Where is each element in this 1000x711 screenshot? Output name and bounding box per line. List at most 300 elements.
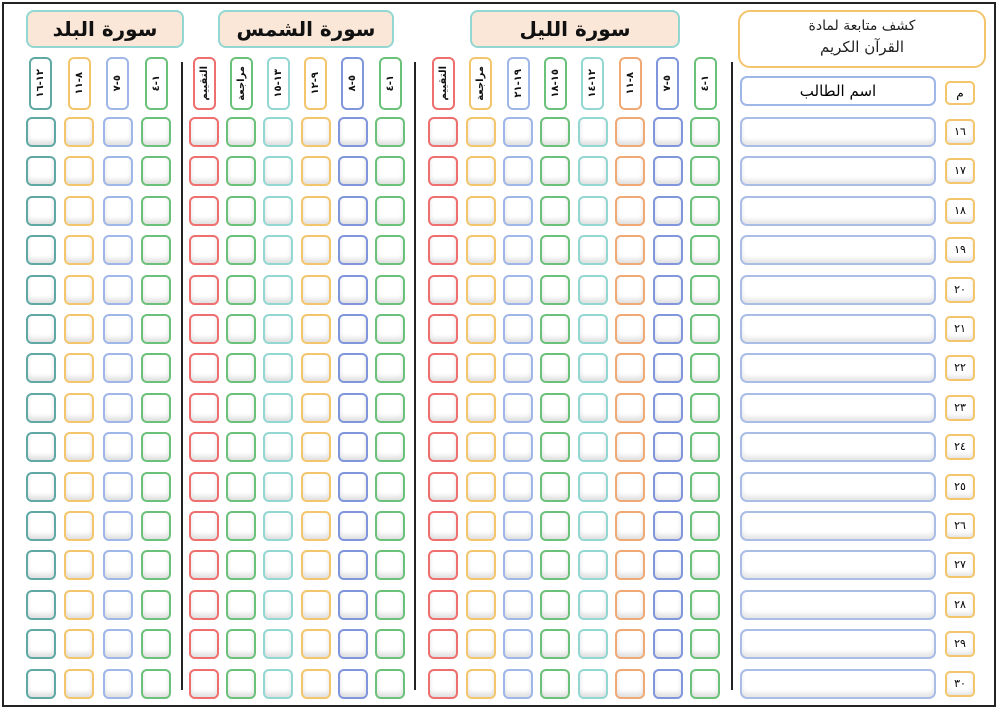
- tracking-checkbox[interactable]: [503, 196, 533, 226]
- student-number: ٢٤: [945, 434, 975, 460]
- tracking-checkbox[interactable]: [226, 314, 256, 344]
- tracking-checkbox[interactable]: [578, 353, 608, 383]
- tracking-checkbox[interactable]: [64, 353, 94, 383]
- tracking-checkbox[interactable]: [226, 629, 256, 659]
- tracking-checkbox[interactable]: [375, 629, 405, 659]
- tracking-checkbox[interactable]: [503, 353, 533, 383]
- tracking-checkbox[interactable]: [189, 432, 219, 462]
- tracking-checkbox[interactable]: [64, 669, 94, 699]
- tracking-checkbox[interactable]: [64, 275, 94, 305]
- tracking-checkbox[interactable]: [540, 472, 570, 502]
- tracking-checkbox[interactable]: [263, 117, 293, 147]
- tracking-checkbox[interactable]: [338, 550, 368, 580]
- tracking-checkbox[interactable]: [653, 353, 683, 383]
- tracking-checkbox[interactable]: [578, 472, 608, 502]
- tracking-checkbox[interactable]: [578, 275, 608, 305]
- tracking-checkbox[interactable]: [375, 196, 405, 226]
- tracking-checkbox[interactable]: [578, 196, 608, 226]
- tracking-checkbox[interactable]: [615, 511, 645, 541]
- tracking-checkbox[interactable]: [103, 511, 133, 541]
- column-header: [193, 57, 216, 110]
- tracking-checkbox[interactable]: [26, 432, 56, 462]
- tracking-checkbox[interactable]: [338, 393, 368, 423]
- tracking-checkbox[interactable]: [653, 275, 683, 305]
- tracking-checkbox[interactable]: [653, 511, 683, 541]
- tracking-checkbox[interactable]: [540, 117, 570, 147]
- tracking-checkbox[interactable]: [26, 393, 56, 423]
- tracking-checkbox[interactable]: [690, 590, 720, 620]
- tracking-checkbox[interactable]: [466, 629, 496, 659]
- tracking-checkbox[interactable]: [503, 629, 533, 659]
- tracking-checkbox[interactable]: [690, 511, 720, 541]
- tracking-checkbox[interactable]: [428, 117, 458, 147]
- tracking-checkbox[interactable]: [338, 275, 368, 305]
- student-name-field[interactable]: [740, 432, 936, 462]
- tracking-checkbox[interactable]: [428, 393, 458, 423]
- tracking-checkbox[interactable]: [301, 472, 331, 502]
- tracking-checkbox[interactable]: [503, 590, 533, 620]
- tracking-checkbox[interactable]: [578, 629, 608, 659]
- tracking-checkbox[interactable]: [690, 353, 720, 383]
- tracking-checkbox[interactable]: [375, 669, 405, 699]
- tracking-checkbox[interactable]: [338, 196, 368, 226]
- tracking-checkbox[interactable]: [189, 314, 219, 344]
- tracking-checkbox[interactable]: [141, 156, 171, 186]
- tracking-checkbox[interactable]: [338, 629, 368, 659]
- tracking-checkbox[interactable]: [103, 629, 133, 659]
- tracking-checkbox[interactable]: [263, 314, 293, 344]
- tracking-checkbox[interactable]: [578, 314, 608, 344]
- tracking-checkbox[interactable]: [226, 590, 256, 620]
- tracking-checkbox[interactable]: [226, 550, 256, 580]
- tracking-checkbox[interactable]: [540, 550, 570, 580]
- tracking-checkbox[interactable]: [103, 590, 133, 620]
- tracking-checkbox[interactable]: [189, 590, 219, 620]
- tracking-checkbox[interactable]: [615, 353, 645, 383]
- tracking-checkbox[interactable]: [466, 393, 496, 423]
- tracking-checkbox[interactable]: [466, 669, 496, 699]
- tracking-checkbox[interactable]: [64, 196, 94, 226]
- tracking-checkbox[interactable]: [64, 314, 94, 344]
- tracking-checkbox[interactable]: [64, 590, 94, 620]
- tracking-checkbox[interactable]: [226, 117, 256, 147]
- tracking-checkbox[interactable]: [578, 432, 608, 462]
- tracking-checkbox[interactable]: [301, 235, 331, 265]
- tracking-checkbox[interactable]: [615, 314, 645, 344]
- tracking-checkbox[interactable]: [141, 550, 171, 580]
- tracking-checkbox[interactable]: [64, 117, 94, 147]
- tracking-checkbox[interactable]: [428, 156, 458, 186]
- tracking-checkbox[interactable]: [428, 235, 458, 265]
- tracking-checkbox[interactable]: [540, 196, 570, 226]
- tracking-checkbox[interactable]: [189, 669, 219, 699]
- tracking-checkbox[interactable]: [103, 550, 133, 580]
- tracking-checkbox[interactable]: [103, 314, 133, 344]
- tracking-checkbox[interactable]: [578, 117, 608, 147]
- tracking-checkbox[interactable]: [301, 629, 331, 659]
- tracking-checkbox[interactable]: [503, 117, 533, 147]
- column-header-label: التقييم: [437, 66, 449, 101]
- student-name-field[interactable]: [740, 235, 936, 265]
- tracking-checkbox[interactable]: [338, 511, 368, 541]
- tracking-checkbox[interactable]: [226, 393, 256, 423]
- tracking-checkbox[interactable]: [428, 196, 458, 226]
- tracking-checkbox[interactable]: [26, 511, 56, 541]
- tracking-checkbox[interactable]: [103, 196, 133, 226]
- student-name-field[interactable]: [740, 117, 936, 147]
- tracking-checkbox[interactable]: [690, 393, 720, 423]
- tracking-checkbox[interactable]: [375, 275, 405, 305]
- tracking-checkbox[interactable]: [428, 353, 458, 383]
- tracking-checkbox[interactable]: [141, 472, 171, 502]
- tracking-checkbox[interactable]: [64, 550, 94, 580]
- tracking-checkbox[interactable]: [141, 196, 171, 226]
- tracking-checkbox[interactable]: [428, 432, 458, 462]
- tracking-checkbox[interactable]: [141, 235, 171, 265]
- tracking-checkbox[interactable]: [263, 669, 293, 699]
- tracking-checkbox[interactable]: [540, 432, 570, 462]
- tracking-checkbox[interactable]: [103, 235, 133, 265]
- tracking-checkbox[interactable]: [466, 156, 496, 186]
- tracking-checkbox[interactable]: [503, 393, 533, 423]
- tracking-checkbox[interactable]: [338, 353, 368, 383]
- tracking-checkbox[interactable]: [189, 235, 219, 265]
- tracking-checkbox[interactable]: [103, 117, 133, 147]
- tracking-checkbox[interactable]: [503, 235, 533, 265]
- tracking-checkbox[interactable]: [615, 629, 645, 659]
- tracking-checkbox[interactable]: [26, 196, 56, 226]
- student-number: ٢٣: [945, 395, 975, 421]
- tracking-checkbox[interactable]: [653, 196, 683, 226]
- tracking-checkbox[interactable]: [428, 629, 458, 659]
- tracking-checkbox[interactable]: [375, 314, 405, 344]
- tracking-checkbox[interactable]: [653, 235, 683, 265]
- tracking-checkbox[interactable]: [503, 669, 533, 699]
- tracking-checkbox[interactable]: [653, 590, 683, 620]
- tracking-checkbox[interactable]: [26, 472, 56, 502]
- tracking-checkbox[interactable]: [26, 275, 56, 305]
- tracking-checkbox[interactable]: [64, 393, 94, 423]
- tracking-checkbox[interactable]: [64, 511, 94, 541]
- student-name-header: اسم الطالب: [740, 76, 936, 106]
- tracking-checkbox[interactable]: [428, 669, 458, 699]
- tracking-checkbox[interactable]: [64, 472, 94, 502]
- tracking-checkbox[interactable]: [690, 235, 720, 265]
- student-name-field[interactable]: [740, 275, 936, 305]
- student-name-field[interactable]: [740, 196, 936, 226]
- tracking-checkbox[interactable]: [653, 550, 683, 580]
- tracking-checkbox[interactable]: [189, 550, 219, 580]
- tracking-checkbox[interactable]: [690, 275, 720, 305]
- tracking-checkbox[interactable]: [301, 314, 331, 344]
- tracking-checkbox[interactable]: [375, 472, 405, 502]
- tracking-checkbox[interactable]: [301, 196, 331, 226]
- tracking-checkbox[interactable]: [540, 669, 570, 699]
- tracking-checkbox[interactable]: [338, 432, 368, 462]
- tracking-checkbox[interactable]: [653, 472, 683, 502]
- tracking-checkbox[interactable]: [301, 156, 331, 186]
- tracking-checkbox[interactable]: [263, 235, 293, 265]
- tracking-checkbox[interactable]: [301, 275, 331, 305]
- tracking-checkbox[interactable]: [103, 669, 133, 699]
- tracking-checkbox[interactable]: [338, 117, 368, 147]
- tracking-checkbox[interactable]: [540, 314, 570, 344]
- tracking-checkbox[interactable]: [653, 393, 683, 423]
- tracking-checkbox[interactable]: [189, 117, 219, 147]
- tracking-checkbox[interactable]: [466, 196, 496, 226]
- tracking-checkbox[interactable]: [578, 550, 608, 580]
- tracking-checkbox[interactable]: [189, 511, 219, 541]
- tracking-checkbox[interactable]: [263, 156, 293, 186]
- tracking-checkbox[interactable]: [653, 669, 683, 699]
- tracking-checkbox[interactable]: [189, 275, 219, 305]
- column-header-label: ١-٤: [699, 75, 711, 92]
- tracking-checkbox[interactable]: [226, 156, 256, 186]
- tracking-checkbox[interactable]: [578, 511, 608, 541]
- tracking-checkbox[interactable]: [578, 590, 608, 620]
- tracking-checkbox[interactable]: [338, 235, 368, 265]
- tracking-checkbox[interactable]: [301, 353, 331, 383]
- tracking-checkbox[interactable]: [301, 432, 331, 462]
- tracking-checkbox[interactable]: [226, 472, 256, 502]
- tracking-checkbox[interactable]: [301, 511, 331, 541]
- tracking-checkbox[interactable]: [263, 393, 293, 423]
- tracking-checkbox[interactable]: [466, 353, 496, 383]
- tracking-checkbox[interactable]: [466, 590, 496, 620]
- title-line-1: كشف متابعة لمادة: [808, 18, 916, 34]
- tracking-checkbox[interactable]: [503, 432, 533, 462]
- tracking-checkbox[interactable]: [103, 275, 133, 305]
- tracking-checkbox[interactable]: [615, 432, 645, 462]
- tracking-checkbox[interactable]: [64, 629, 94, 659]
- tracking-checkbox[interactable]: [503, 511, 533, 541]
- tracking-checkbox[interactable]: [690, 156, 720, 186]
- student-name-field[interactable]: [740, 314, 936, 344]
- tracking-checkbox[interactable]: [263, 275, 293, 305]
- student-number: ٢٠: [945, 277, 975, 303]
- tracking-checkbox[interactable]: [263, 590, 293, 620]
- tracking-checkbox[interactable]: [338, 314, 368, 344]
- tracking-checkbox[interactable]: [375, 432, 405, 462]
- student-name-field[interactable]: [740, 590, 936, 620]
- tracking-checkbox[interactable]: [428, 550, 458, 580]
- tracking-checkbox[interactable]: [375, 511, 405, 541]
- tracking-checkbox[interactable]: [466, 117, 496, 147]
- tracking-checkbox[interactable]: [375, 393, 405, 423]
- tracking-checkbox[interactable]: [26, 235, 56, 265]
- tracking-checkbox[interactable]: [503, 472, 533, 502]
- tracking-checkbox[interactable]: [189, 353, 219, 383]
- student-name-field[interactable]: [740, 472, 936, 502]
- tracking-checkbox[interactable]: [540, 590, 570, 620]
- tracking-checkbox[interactable]: [466, 275, 496, 305]
- tracking-checkbox[interactable]: [690, 432, 720, 462]
- tracking-checkbox[interactable]: [466, 550, 496, 580]
- tracking-checkbox[interactable]: [375, 156, 405, 186]
- tracking-checkbox[interactable]: [690, 629, 720, 659]
- tracking-checkbox[interactable]: [226, 669, 256, 699]
- tracking-checkbox[interactable]: [690, 472, 720, 502]
- tracking-checkbox[interactable]: [189, 196, 219, 226]
- column-header-label: ٥-٧: [662, 75, 674, 92]
- tracking-checkbox[interactable]: [263, 550, 293, 580]
- tracking-checkbox[interactable]: [263, 629, 293, 659]
- tracking-checkbox[interactable]: [26, 156, 56, 186]
- tracking-checkbox[interactable]: [26, 117, 56, 147]
- tracking-checkbox[interactable]: [466, 432, 496, 462]
- tracking-checkbox[interactable]: [466, 235, 496, 265]
- tracking-checkbox[interactable]: [653, 432, 683, 462]
- tracking-checkbox[interactable]: [690, 117, 720, 147]
- tracking-checkbox[interactable]: [690, 550, 720, 580]
- tracking-checkbox[interactable]: [301, 669, 331, 699]
- tracking-checkbox[interactable]: [466, 511, 496, 541]
- tracking-checkbox[interactable]: [466, 314, 496, 344]
- tracking-checkbox[interactable]: [103, 353, 133, 383]
- tracking-checkbox[interactable]: [578, 156, 608, 186]
- student-name-field[interactable]: [740, 511, 936, 541]
- tracking-checkbox[interactable]: [540, 156, 570, 186]
- tracking-checkbox[interactable]: [540, 275, 570, 305]
- tracking-checkbox[interactable]: [141, 511, 171, 541]
- tracking-checkbox[interactable]: [615, 196, 645, 226]
- tracking-checkbox[interactable]: [428, 590, 458, 620]
- tracking-checkbox[interactable]: [64, 235, 94, 265]
- tracking-checkbox[interactable]: [189, 393, 219, 423]
- tracking-checkbox[interactable]: [26, 314, 56, 344]
- tracking-checkbox[interactable]: [263, 196, 293, 226]
- tracking-checkbox[interactable]: [26, 669, 56, 699]
- tracking-checkbox[interactable]: [540, 353, 570, 383]
- tracking-checkbox[interactable]: [615, 472, 645, 502]
- tracking-checkbox[interactable]: [615, 550, 645, 580]
- tracking-checkbox[interactable]: [301, 550, 331, 580]
- number-column-header: م: [945, 81, 975, 105]
- tracking-checkbox[interactable]: [503, 156, 533, 186]
- tracking-checkbox[interactable]: [226, 196, 256, 226]
- tracking-checkbox[interactable]: [653, 629, 683, 659]
- tracking-checkbox[interactable]: [103, 472, 133, 502]
- tracking-checkbox[interactable]: [375, 235, 405, 265]
- tracking-checkbox[interactable]: [503, 275, 533, 305]
- tracking-checkbox[interactable]: [615, 590, 645, 620]
- tracking-checkbox[interactable]: [263, 511, 293, 541]
- tracking-checkbox[interactable]: [615, 235, 645, 265]
- tracking-checkbox[interactable]: [375, 117, 405, 147]
- tracking-checkbox[interactable]: [540, 393, 570, 423]
- tracking-checkbox[interactable]: [653, 156, 683, 186]
- tracking-checkbox[interactable]: [615, 117, 645, 147]
- tracking-checkbox[interactable]: [653, 117, 683, 147]
- tracking-checkbox[interactable]: [338, 472, 368, 502]
- tracking-checkbox[interactable]: [615, 669, 645, 699]
- student-name-field[interactable]: [740, 156, 936, 186]
- tracking-checkbox[interactable]: [301, 393, 331, 423]
- student-number: ٢١: [945, 316, 975, 342]
- tracking-checkbox[interactable]: [690, 669, 720, 699]
- tracking-checkbox[interactable]: [226, 432, 256, 462]
- student-name-field[interactable]: [740, 669, 936, 699]
- tracking-checkbox[interactable]: [301, 590, 331, 620]
- tracking-checkbox[interactable]: [503, 314, 533, 344]
- tracking-checkbox[interactable]: [540, 511, 570, 541]
- tracking-checkbox[interactable]: [301, 117, 331, 147]
- tracking-checkbox[interactable]: [428, 314, 458, 344]
- tracking-checkbox[interactable]: [375, 550, 405, 580]
- tracking-checkbox[interactable]: [578, 235, 608, 265]
- tracking-checkbox[interactable]: [141, 117, 171, 147]
- tracking-checkbox[interactable]: [226, 353, 256, 383]
- tracking-checkbox[interactable]: [615, 393, 645, 423]
- tracking-checkbox[interactable]: [428, 511, 458, 541]
- tracking-checkbox[interactable]: [141, 432, 171, 462]
- tracking-checkbox[interactable]: [103, 156, 133, 186]
- tracking-checkbox[interactable]: [64, 156, 94, 186]
- column-header: [544, 57, 567, 110]
- tracking-checkbox[interactable]: [503, 550, 533, 580]
- tracking-checkbox[interactable]: [189, 629, 219, 659]
- student-name-field[interactable]: [740, 550, 936, 580]
- tracking-checkbox[interactable]: [226, 275, 256, 305]
- tracking-checkbox[interactable]: [338, 590, 368, 620]
- tracking-checkbox[interactable]: [64, 432, 94, 462]
- tracking-checkbox[interactable]: [141, 275, 171, 305]
- tracking-checkbox[interactable]: [428, 275, 458, 305]
- tracking-checkbox[interactable]: [540, 629, 570, 659]
- tracking-checkbox[interactable]: [338, 156, 368, 186]
- tracking-checkbox[interactable]: [263, 432, 293, 462]
- tracking-checkbox[interactable]: [226, 235, 256, 265]
- tracking-checkbox[interactable]: [141, 314, 171, 344]
- column-header-label: ٨-١١: [73, 72, 85, 95]
- student-name-field[interactable]: [740, 629, 936, 659]
- tracking-checkbox[interactable]: [578, 669, 608, 699]
- tracking-checkbox[interactable]: [338, 669, 368, 699]
- tracking-checkbox[interactable]: [578, 393, 608, 423]
- tracking-checkbox[interactable]: [189, 472, 219, 502]
- column-header: [267, 57, 290, 110]
- tracking-checkbox[interactable]: [26, 353, 56, 383]
- tracking-checkbox[interactable]: [26, 629, 56, 659]
- student-name-field[interactable]: [740, 353, 936, 383]
- tracking-checkbox[interactable]: [141, 353, 171, 383]
- tracking-checkbox[interactable]: [141, 393, 171, 423]
- tracking-checkbox[interactable]: [103, 432, 133, 462]
- tracking-checkbox[interactable]: [653, 314, 683, 344]
- tracking-checkbox[interactable]: [26, 590, 56, 620]
- tracking-checkbox[interactable]: [466, 472, 496, 502]
- tracking-checkbox[interactable]: [615, 275, 645, 305]
- tracking-checkbox[interactable]: [540, 235, 570, 265]
- tracking-checkbox[interactable]: [103, 393, 133, 423]
- tracking-checkbox[interactable]: [263, 472, 293, 502]
- tracking-checkbox[interactable]: [615, 156, 645, 186]
- student-name-field[interactable]: [740, 393, 936, 423]
- tracking-checkbox[interactable]: [690, 314, 720, 344]
- tracking-checkbox[interactable]: [189, 156, 219, 186]
- tracking-checkbox[interactable]: [375, 353, 405, 383]
- tracking-checkbox[interactable]: [690, 196, 720, 226]
- tracking-checkbox[interactable]: [141, 590, 171, 620]
- column-header-label: ١٥-١٨: [549, 69, 561, 98]
- tracking-checkbox[interactable]: [226, 511, 256, 541]
- tracking-checkbox[interactable]: [375, 590, 405, 620]
- tracking-checkbox[interactable]: [263, 353, 293, 383]
- tracking-checkbox[interactable]: [428, 472, 458, 502]
- tracking-checkbox[interactable]: [141, 669, 171, 699]
- tracking-checkbox[interactable]: [141, 629, 171, 659]
- tracking-checkbox[interactable]: [26, 550, 56, 580]
